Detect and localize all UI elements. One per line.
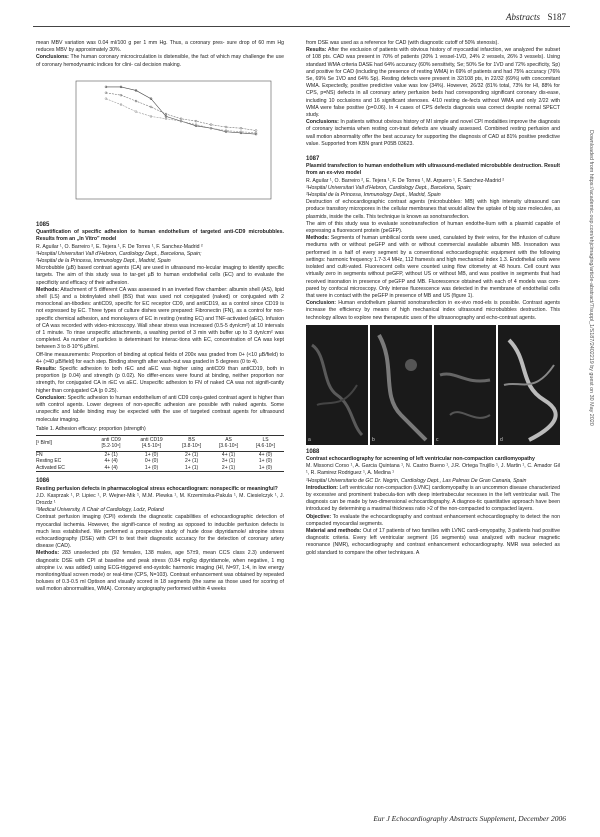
abstract-1087-methods: Methods: Segments of human umbilical cords were used, canulated by their veins, for the infusion of culture mediums with or without peGFP and with or without commercial available albumin MB. Insonation was performed in a half of every segment by a conventional echocardiographic equipment with the following settings: harmonic frequency 1.7-3.4 MHz, 112 frames/s and high mechanical index 1.3. Endothelial cells were isolated and culti-vated. Fluorescent cells were counted using flow citometry at 48 hours. Cell count was virtually zero in segments without peGFP, without US or without MB, and was positive in segments that had received insonation in presence of peGFP and MB. Fluorescence obtained with each of 4 models was com-pared by confocal microscopy. Only intense fluorescence was detected in the membrane of endothelial cells that were in contact with the peGFP in presence of MB and US (figure 1). — [306, 235, 560, 299]
table-cell: 2+ (1) — [184, 451, 199, 458]
table-header-5: LS [4.6·10⁶] — [247, 435, 284, 451]
abstract-1088-title: Contrast echocardiography for screening of left ventricular non-compaction cardiomyopathy — [306, 455, 535, 462]
abstract-1086-methods: Methods: 283 unselected pts (92 females, 138 males, age 57±9, mean CCS class 2.3) underwent diagnostic DSE with CPI at baseline and peak stress (0.84 mg/kg dipyridamole, when negative, 1 mg atropine i.v. was added) using ECG-triggered end-systolic harmonic imaging (HI, N=97, 1:4, in low energy monitoring/dual screen mode) or real-time (CPS, N=103). Contrast enhancement was obtained by repeated boluses of 0.3-0.5 ml Optison and visually scored in 18 segments (the same as those used for scoring of wall motion abnormalities, WMA). Coronary angiography performed within 4 weeks — [36, 550, 284, 593]
series-line-2 — [106, 93, 256, 131]
abstract-1085-intro: Microbubble (µB) based contrast agents (CA) are used in ultrasound mo-lecular imaging to identify specific targets. The aim of this study was to tar-get µB to human endothelial cells (EC) and to evaluate the specificity and efficacy of their adhesion. — [36, 265, 284, 286]
header-rule — [33, 26, 570, 27]
abstract-1086-results: Results: After the exclusion of patients with obvious history of myocardial infarction, we analyzed the subset of 108 pts. CAD was present in 70% of patients (20% 1 vessel-1VD, 24% 2 vessels, 26% 3 vessels). Using standard WMA criteria DASE had 64% accuracy (60% sensitivity, Se; 50% Se for 1VD and 72% specificity, Sp) and positive for CAD (including the presence of resting WMA) in 69% of patients and had 75% accuracy (76% Se, 69% Se 1VD and 64% Sp). Resting defects were present in 32/108 pts, in 22/32 (69%) with concomitant WMA. Expectedly, positive predictive value was low (34%). However, 26/32 (81% total, 73% for HI, 88% for CPS, p=NS) defects in all coronary artery perfusion beds had corresponding significant coronary dis-ease, including 10 occlusions and 16 significant stenoses. 4/10 resting de-fects without WMA and only 2/22 with WMA were false positive (p=0.06). In 4 cases of CPS defects diagnosis was correct despite normal SPECT study. — [306, 47, 561, 119]
table-cell: 4+ (4) — [92, 465, 130, 472]
section-title: Abstracts — [505, 12, 540, 22]
table-cell: 0+ (0) — [144, 458, 159, 465]
abstract-1086-title: Resting perfusion defects in pharmacological stress echocardiogram: nonspecific or meaningful? — [36, 485, 278, 492]
table-cell: 2+ (1) — [104, 451, 118, 458]
microscopy-panel-a: a — [306, 325, 368, 445]
abstract-1085-number: 1085 — [36, 222, 50, 229]
abstract-1087-authors: R. Aguilar ¹, O. Barreiro ², E. Tejera ¹, F. De Torres ¹, M. Arpuero ¹, F. Sanchez-Madrid ² — [306, 177, 505, 184]
abstract-1086-number: 1086 — [36, 478, 50, 485]
table-cell: 4+ (1) — [221, 451, 236, 458]
journal-footer: Eur J Echocardiography Abstracts Supplement, December 2006 — [373, 814, 566, 823]
table-header-3: BS [3.8·10⁶] — [173, 435, 210, 451]
abstract-1087-affiliation-1: ¹Hospital Universitari Vall d'Hebron, Cardiology Dept., Barcelona, Spain; — [306, 184, 472, 191]
abstract-1087-intro: Destruction of echocardiographic contrast agents (microbubbles: MB) with high intensity ultrasound can produce transitory micropores in the cellular membranes that would allow the uptake of big size molecules, as plasmids, inside the cells. This technique is known as sonotransfection. — [306, 199, 560, 220]
abstract-1085-title: Quantification of specific adhesion to human endothelium of targeted anti-CD9 microbubbles. Results from an „In Vitro” model — [36, 229, 284, 243]
abstract-1085-methods: Methods: Attachment of 5 different CA was assessed in an inverted flow chamber: albumin shell (AS), lipid shell (LS) and a biotinylated shell (BS) that was used not conjugated (naked) or conjugated with 2 monoclonal an-tibodies: antiCD9, specific for EC receptor CD9, and antiCD19, as a control since CD19 is not expressed by EC. Three types of culture dishes were prepared: Fibronectin (FN), as a control for non-specific chemical adhesion, and monolayers of EC in resting (resting EC) and TNF-activated (aEC). Infusion of CA was recorded with video-microscopy. Wall shear stress was increased (0.5-5 dyn/cm²) at 10 intervals of 1 minute. To rinse unspecific attachments, a washing period of 3 min with buffer up to 3 dyn/cm² was completed. As number of particles is determinant for interac-tions with EC, concentration of CA was kept between 3 to 8·10^6 µB/ml. — [36, 286, 284, 351]
left-column — [36, 40, 284, 594]
abstract-1086-intro: Contrast perfusion imaging (CPI) extends the diagnostic capabilities of echocardiographic detection of myocardial ischemia. However, the signifi-cance of resting as opposed to inducible perfusion defects is much less established. We performed a prospective study of hude dose dipyridamole/ atropine stress echocardiography (DSE) with CPI to test their diagnostic accuracy for the detection of coronary artery disease (CAD). — [36, 514, 284, 550]
abstract-1088-affiliation: ¹Hospital Universitario de GC Dr. Negrin, Cardiology Dept., Las Palmas De Gran Canaria, Spain — [306, 477, 527, 484]
abstract-1085-conclusion: Conclusion: Specific adhesion to human endothelium of anti CD9 conju-gated contrast agent is higher than with control agents. Lower degrees of non-specific adhesion are possible with naked agents. Some unspecific and labile binding may be expected with the use of targeted contrast agents for ultrasound molecular imaging. — [36, 394, 284, 423]
pressure-volume-chart — [36, 71, 286, 213]
table-cell: 1+ (0) — [247, 465, 284, 472]
abstract-1086-authors: J.D. Kasprzak ¹, P. Lipiec ¹, P. Wejner-Mik ¹, M.M. Plewka ¹, M. Krzeminska-Pakula ¹, M. Ciesielczyk ¹, J. Drozdz ¹ — [36, 492, 284, 507]
right-column — [306, 40, 560, 557]
microscopy-figure — [306, 325, 560, 445]
abstract-1085-affiliation-2: ²Hospital de la Princesa, Immunology Dept., Madrid, Spain — [36, 258, 171, 265]
abstract-1086-conclusions: Conclusions: In patients without obvious history of MI simple and novel CPI modalities improve the diagnosis of coronary ischemia when resting con-trast defects are visually assessed. Combined resting perfusion and wall motion abnormality offer the best accuracy for supporting the diagnosis of CAD at 81% positive predictive value. Supported from KBN grant P05B 03623. — [306, 119, 560, 147]
table-cell: 2+ (1) — [184, 458, 199, 465]
abstract-1085-results: Results: Specific adhesion to both rEC and aEC was higher using antiCD9 than antiCD19, both in proportion (p 0.04) and strength (p 0.02). No differ-ences were found at binding, neither proportion nor strength, for conjugated CA in rEC vs aEC. Unspecific adhesion to FN of naked CA was not signifi-cantly higher than conjugated CA (p 0.25). — [36, 366, 284, 394]
abstract-1085-authors: R. Aguilar ¹, O. Barreiro ², E. Tejera ¹, F. De Torres ¹, F. Sanchez-Madrid ² — [36, 243, 203, 250]
microscopy-panel-d: d — [498, 325, 560, 445]
table-row — [36, 465, 284, 472]
abstract-1086-continued: from DSE was used as a reference for CAD (with diagnostic cutoff of 50% stenosis). — [306, 40, 499, 46]
abstract-1087-affiliation-2: ²Hospital de la Princesa, Immunology Dept., Madrid, Spain — [306, 192, 441, 199]
abstract-1088-methods: Material and methods: Out of 17 patients of two families with LVNC cardi-omyopathy, 3 patients had positive diagnostic criteria. Every left ventricular segment (16 segments) was analyzed with nuclear magnetic resonance (NMR), echocardiography and contrast enhancement echocardiography. NMR was selected as gold standard to compare the other techniques. A — [306, 527, 560, 556]
table-cell: 1+ (0) — [130, 465, 173, 472]
abstract-1086-affiliation: ¹Medical University, II Chair of Cardiology, Lodz, Poland — [36, 507, 164, 514]
abstract-1088-intro: Introduction: Left ventricular non-compaction (LVNC) cardiomyopathy is an uncommon disease characterized by excessive and prominent trabecula-tion with deep intertrabecular recesses in the left ventricular wall. The diagnosis can be made by two-dimensional echocardiography. A diagnos-tic quantitative approach have been introduced by determining a maximal thickness ratio >2 of the non-compacted to compacted layers. — [306, 484, 560, 513]
table-row — [36, 451, 284, 458]
table-header-2: anti CD19 [4.5·10⁶] — [130, 435, 173, 451]
table-header-0: [³ B/ml] — [36, 435, 92, 451]
table-cell: Resting EC — [36, 458, 62, 465]
abstract-1088-number: 1088 — [306, 448, 320, 455]
abstract-1087-aim: The aim of this study was to evaluate sonotransfection of human endothe-lium with a plasmid capable of expressing a fluorescent protein (peGFP). — [306, 220, 560, 235]
table-header-1: anti CD9 [5.2·10⁶] — [92, 435, 130, 451]
series-line-1 — [106, 87, 256, 134]
page-header — [0, 12, 600, 26]
table-cell: 3+ (1) — [221, 458, 236, 465]
abstract-1085-offline: Off-line measurements: Proportion of binding at optical fields of 200x was graded from 0+ (<10 µB/field) to 4+ (>40 µB/field) for each step. Binding strength after wash-out was graded in 5 degrees (0 to 4). — [36, 351, 284, 365]
microscopy-panel-c: c — [434, 325, 496, 445]
abstract-1085-affiliation-1: ¹Hospital Universitari Vall d'Hebron, Cardiology Dept., Barcelona, Spain; — [36, 250, 202, 257]
data-point — [255, 129, 257, 131]
table-caption: Table 1. Adhesion efficacy: proportion (strength) — [36, 425, 146, 432]
abstract-1088-authors: M. Missonci Corso ¹, A. Garcia Quintana ¹, N. Castro Bueno ¹, J.R. Ortega Trujillo ¹, J. Martin ¹, C. Amador Gil ¹, R. Ramirez Rodriguez ¹, A. Medina ¹ — [306, 463, 560, 477]
page-number: S187 — [547, 12, 566, 22]
table-cell: 1+ (0) — [144, 451, 159, 458]
prev-abstract-end: mean MBV variation was 0.04 ml/100 g per 1 mm Hg. Thus, a coronary pres- sure drop of 60 mm Hg reduces MBV by approximately 30%. Conclusions: The human coronary microcirculation is distensible, the fact of which may challenge the use of coronary hemodynamic indices for clini- cal decision making. — [36, 40, 284, 68]
table-cell: 2+ (1) — [210, 465, 247, 472]
table-cell: 4+ (4) — [104, 458, 118, 465]
abstract-1087-conclusion: Conclusion: Human endothelium plasmid sonotransfection in ex-vivo mod-els is possible. Contrast agents increase the efficiency by means of high mechanical index ultrasound microbubbles destruction. This technology allows to explore new therapeutic uses of the ultrasonography and echo-contrast agents. — [306, 300, 560, 321]
table-cell: Activated EC — [36, 465, 92, 472]
abstract-1088-objective: Objective: To evaluate the echocardiography and contrast enhancement echocardiography to detect the non compacted myocardial segments. — [306, 513, 560, 527]
table-cell: 1+ (0) — [258, 458, 273, 465]
table-header-4: AS [3.6·10⁶] — [210, 435, 247, 451]
microscopy-panel-b: b — [370, 325, 432, 445]
abstract-1087-number: 1087 — [306, 156, 320, 163]
download-notice: Downloaded from https://academic.oup.com/ehjcimaging/article-abstract/7/suppl_1/S187/2402219 by guest on 30 May 2020 — [588, 130, 594, 426]
table-cell: FN — [36, 451, 43, 458]
adhesion-table — [36, 435, 284, 473]
table-cell: 4+ (0) — [258, 451, 273, 458]
abstract-1087-title: Plasmid transfection to human endothelium with ultrasound-mediated microbubble destruction. Result from an ex-vivo model — [306, 163, 560, 177]
table-cell: 1+ (1) — [173, 465, 210, 472]
